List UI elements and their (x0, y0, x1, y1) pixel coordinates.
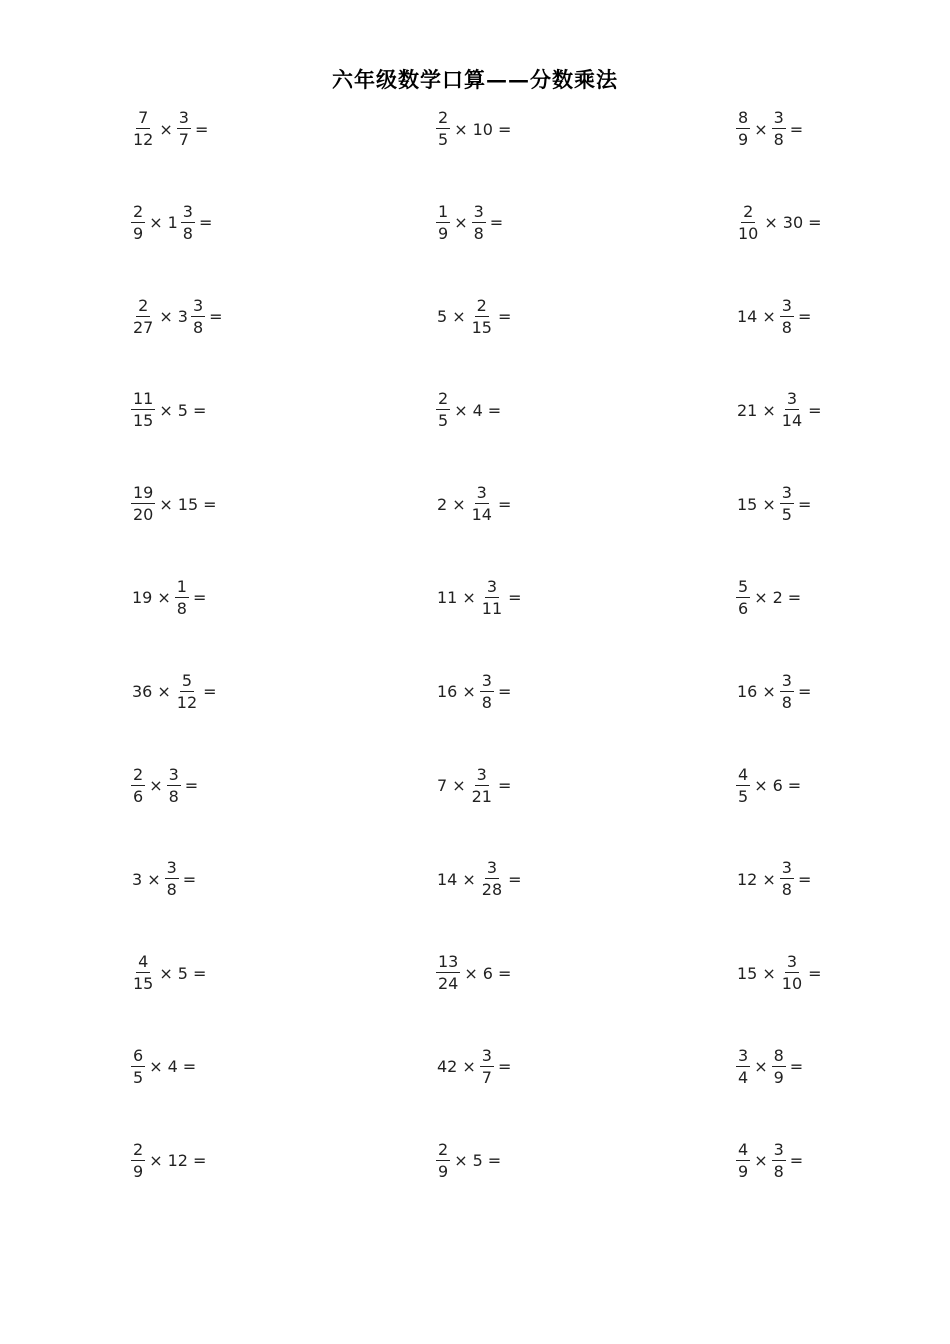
fraction-denominator: 8 (473, 223, 484, 243)
fraction-numerator: 2 (133, 764, 144, 784)
fraction-denominator: 8 (166, 880, 177, 900)
times-sign: × (454, 213, 468, 233)
fraction-denominator: 14 (471, 505, 492, 525)
equals-sign: = (789, 1151, 804, 1171)
fraction-numerator: 8 (773, 1045, 784, 1065)
times-sign: × (159, 119, 173, 139)
fraction (736, 201, 760, 243)
fraction-numerator: 2 (438, 108, 449, 127)
times-sign: × (462, 588, 476, 608)
whole-number: 16 (737, 682, 758, 702)
whole-number: 10 (472, 119, 493, 139)
fraction (780, 670, 794, 712)
problem-row (0, 946, 950, 1040)
fraction-denominator: 7 (178, 130, 189, 149)
multiplication-problem (735, 290, 814, 344)
fraction-numerator: 3 (786, 389, 798, 409)
fraction (480, 670, 494, 712)
multiplication-problem (130, 665, 220, 719)
fraction (772, 1045, 786, 1087)
fraction-denominator: 8 (773, 130, 784, 149)
whole-number: 14 (437, 869, 458, 889)
fraction-denominator: 9 (773, 1067, 784, 1087)
multiplication-problem (435, 477, 514, 531)
multiplication-problem (735, 196, 825, 250)
fraction (780, 485, 794, 523)
equals-sign: = (508, 588, 522, 608)
multiplication-problem (130, 477, 220, 531)
fraction (780, 860, 794, 898)
equals-sign: = (497, 494, 512, 514)
multiplication-problem (130, 852, 199, 906)
fraction (480, 576, 504, 618)
problem-grid (0, 102, 950, 1228)
fraction (780, 954, 804, 992)
equals-sign: = (808, 963, 822, 983)
fraction-numerator: 3 (786, 952, 798, 972)
whole-number: 36 (132, 682, 153, 702)
equals-sign: = (797, 682, 812, 702)
equals-sign: = (198, 213, 213, 233)
fraction (131, 201, 145, 243)
fraction (177, 110, 191, 148)
mixed-whole-part: 3 (177, 307, 188, 327)
times-sign: × (762, 963, 776, 983)
equals-sign: = (194, 119, 209, 139)
times-sign: × (754, 119, 768, 139)
equals-sign: = (787, 588, 802, 608)
fraction (470, 295, 494, 337)
multiplication-problem (130, 1134, 209, 1188)
fraction-denominator: 8 (781, 692, 792, 712)
fraction (736, 764, 750, 806)
fraction-numerator: 4 (738, 764, 749, 784)
multiplication-problem (130, 759, 201, 813)
fraction-numerator: 19 (133, 483, 154, 503)
multiplication-problem (130, 102, 211, 156)
fraction-numerator: 4 (138, 952, 149, 972)
whole-number: 5 (437, 307, 448, 327)
fraction-numerator: 3 (192, 295, 204, 315)
problem-row (0, 383, 950, 477)
worksheet-title: 六年级数学口算——分数乘法 (332, 67, 618, 92)
fraction-denominator: 15 (471, 317, 492, 337)
fraction (470, 485, 494, 523)
whole-number: 2 (437, 494, 448, 514)
fraction-numerator: 2 (438, 1139, 449, 1159)
fraction-numerator: 11 (133, 389, 154, 409)
equals-sign: = (182, 869, 197, 889)
equals-sign: = (184, 776, 199, 796)
equals-sign: = (797, 307, 812, 327)
times-sign: × (149, 213, 163, 233)
whole-number: 12 (167, 1151, 188, 1171)
fraction-numerator: 5 (738, 576, 749, 596)
fraction-numerator: 2 (133, 201, 144, 221)
equals-sign: = (789, 119, 804, 139)
whole-number: 14 (737, 307, 758, 327)
fraction-denominator: 8 (182, 223, 193, 243)
fraction-numerator: 3 (473, 201, 484, 221)
equals-sign: = (797, 494, 812, 514)
fraction-denominator: 21 (471, 786, 492, 806)
multiplication-problem (435, 1134, 504, 1188)
whole-number: 12 (737, 869, 758, 889)
whole-number: 30 (782, 213, 804, 233)
fraction-denominator: 10 (781, 974, 803, 994)
fraction-numerator: 2 (438, 389, 449, 409)
fraction-denominator: 5 (133, 1067, 144, 1087)
equals-sign: = (192, 1151, 207, 1171)
fraction-denominator: 10 (738, 223, 759, 243)
fraction (131, 485, 155, 523)
fraction-denominator: 9 (738, 1161, 749, 1181)
fraction-denominator: 12 (176, 692, 198, 712)
fraction (167, 764, 181, 806)
multiplication-problem (735, 383, 825, 437)
fraction-denominator: 8 (781, 880, 792, 900)
fraction-denominator: 6 (738, 598, 749, 618)
multiplication-problem (735, 852, 814, 906)
mixed-whole-part: 1 (167, 213, 178, 233)
multiplication-problem (735, 571, 804, 625)
times-sign: × (452, 307, 466, 327)
fraction-numerator: 3 (476, 483, 487, 503)
fraction-numerator: 1 (438, 201, 449, 221)
times-sign: × (754, 776, 768, 796)
whole-number: 2 (772, 588, 783, 608)
whole-number: 11 (437, 588, 458, 608)
multiplication-problem (735, 665, 814, 719)
times-sign: × (149, 776, 163, 796)
times-sign: × (462, 1057, 476, 1077)
multiplication-problem (435, 665, 514, 719)
fraction-denominator: 9 (438, 1161, 449, 1181)
fraction-numerator: 2 (133, 1139, 144, 1159)
times-sign: × (754, 1057, 768, 1077)
fraction (131, 1139, 145, 1181)
fraction-denominator: 4 (738, 1067, 749, 1087)
fraction-denominator: 7 (481, 1067, 492, 1087)
fraction (131, 110, 155, 148)
fraction (736, 1139, 750, 1181)
fraction (436, 954, 460, 992)
fraction-denominator: 8 (781, 317, 792, 337)
multiplication-problem (735, 759, 804, 813)
multiplication-problem (130, 290, 226, 344)
fraction (736, 1045, 750, 1087)
whole-number: 4 (167, 1057, 178, 1077)
equals-sign: = (808, 213, 822, 233)
fraction-denominator: 11 (481, 598, 503, 618)
multiplication-problem (735, 102, 806, 156)
equals-sign: = (209, 307, 223, 327)
fraction-numerator: 3 (476, 764, 487, 784)
fraction-numerator: 7 (138, 108, 149, 127)
fraction (436, 201, 450, 243)
fraction (472, 201, 486, 243)
times-sign: × (159, 400, 173, 420)
fraction-denominator: 20 (133, 505, 154, 525)
multiplication-problem (435, 102, 514, 156)
equals-sign: = (203, 682, 217, 702)
equals-sign: = (497, 119, 512, 139)
fraction-numerator: 8 (738, 108, 749, 127)
multiplication-problem (130, 946, 209, 1000)
fraction-denominator: 28 (481, 880, 503, 900)
fraction-denominator: 9 (738, 130, 749, 149)
whole-number: 15 (737, 963, 758, 983)
whole-number: 6 (482, 963, 493, 983)
fraction-denominator: 5 (738, 786, 749, 806)
multiplication-problem (130, 571, 209, 625)
fraction-denominator: 27 (133, 317, 154, 337)
fraction-numerator: 3 (486, 858, 498, 878)
times-sign: × (454, 1151, 468, 1171)
times-sign: × (159, 963, 173, 983)
equals-sign: = (787, 776, 802, 796)
multiplication-problem (735, 946, 825, 1000)
fraction-denominator: 24 (438, 974, 459, 994)
whole-number: 5 (177, 400, 188, 420)
fraction (772, 110, 786, 148)
whole-number: 7 (437, 776, 448, 796)
problem-row (0, 477, 950, 571)
fraction-numerator: 3 (178, 108, 189, 127)
whole-number: 6 (772, 776, 783, 796)
fraction-denominator: 8 (168, 786, 179, 806)
fraction-denominator: 9 (133, 223, 144, 243)
fraction (736, 576, 750, 618)
fraction (780, 391, 804, 429)
fraction (131, 1045, 145, 1087)
fraction (175, 576, 189, 618)
whole-number: 16 (437, 682, 458, 702)
problem-row (0, 665, 950, 759)
fraction-denominator: 12 (133, 130, 154, 149)
fraction (181, 201, 195, 243)
fraction-denominator: 9 (133, 1161, 144, 1181)
multiplication-problem (130, 1040, 199, 1094)
fraction-numerator: 3 (781, 295, 792, 315)
fraction-numerator: 3 (182, 201, 193, 221)
fraction-numerator: 3 (738, 1045, 749, 1065)
problem-row (0, 1040, 950, 1134)
times-sign: × (454, 400, 468, 420)
fraction-numerator: 1 (176, 576, 187, 596)
times-sign: × (462, 682, 476, 702)
times-sign: × (762, 494, 776, 514)
fraction-denominator: 9 (438, 223, 449, 243)
times-sign: × (159, 494, 173, 514)
whole-number: 15 (177, 494, 199, 514)
times-sign: × (464, 963, 478, 983)
equals-sign: = (489, 213, 504, 233)
times-sign: × (452, 776, 466, 796)
multiplication-problem (435, 1040, 514, 1094)
equals-sign: = (497, 307, 512, 327)
fraction-numerator: 3 (168, 764, 179, 784)
multiplication-problem (735, 477, 814, 531)
multiplication-problem (435, 383, 504, 437)
fraction-denominator: 8 (481, 692, 492, 712)
fraction-numerator: 3 (773, 108, 784, 127)
equals-sign: = (203, 494, 217, 514)
fraction-numerator: 3 (781, 483, 792, 503)
whole-number: 5 (177, 963, 188, 983)
fraction-denominator: 5 (438, 130, 449, 149)
equals-sign: = (508, 869, 522, 889)
fraction (131, 764, 145, 806)
multiplication-problem (435, 759, 514, 813)
problem-row (0, 290, 950, 384)
fraction-denominator: 5 (781, 505, 792, 525)
fraction-denominator: 8 (773, 1161, 784, 1181)
fraction (470, 764, 494, 806)
multiplication-problem (435, 571, 525, 625)
equals-sign: = (487, 1151, 502, 1171)
fraction-denominator: 15 (133, 411, 154, 431)
times-sign: × (149, 1057, 163, 1077)
fraction-numerator: 3 (481, 1045, 492, 1065)
equals-sign: = (789, 1057, 804, 1077)
multiplication-problem (435, 946, 514, 1000)
fraction-denominator: 14 (781, 411, 803, 431)
multiplication-problem (735, 1040, 806, 1094)
equals-sign: = (808, 400, 822, 420)
fraction-numerator: 3 (486, 576, 498, 596)
fraction-denominator: 6 (133, 786, 144, 806)
times-sign: × (157, 588, 171, 608)
multiplication-problem (435, 290, 514, 344)
whole-number: 19 (132, 588, 153, 608)
whole-number: 5 (472, 1151, 483, 1171)
times-sign: × (462, 869, 476, 889)
times-sign: × (762, 400, 776, 420)
problem-row (0, 196, 950, 290)
fraction (436, 391, 450, 429)
fraction-denominator: 15 (133, 974, 154, 994)
fraction (780, 295, 794, 337)
fraction-denominator: 8 (192, 317, 204, 337)
problem-row (0, 1134, 950, 1228)
times-sign: × (762, 682, 776, 702)
times-sign: × (149, 1151, 163, 1171)
times-sign: × (454, 119, 468, 139)
equals-sign: = (487, 400, 502, 420)
whole-number: 15 (737, 494, 758, 514)
multiplication-problem (435, 196, 506, 250)
equals-sign: = (192, 963, 207, 983)
times-sign: × (159, 307, 173, 327)
equals-sign: = (192, 588, 207, 608)
times-sign: × (754, 588, 768, 608)
fraction (191, 295, 205, 337)
multiplication-problem (130, 196, 215, 250)
fraction-numerator: 2 (743, 201, 754, 221)
fraction (131, 391, 155, 429)
problem-row (0, 852, 950, 946)
times-sign: × (157, 682, 171, 702)
multiplication-problem (735, 1134, 806, 1188)
fraction-denominator: 8 (176, 598, 187, 618)
fraction-numerator: 5 (181, 670, 193, 690)
multiplication-problem (130, 383, 209, 437)
fraction-numerator: 6 (133, 1045, 144, 1065)
fraction (772, 1139, 786, 1181)
fraction (736, 110, 750, 148)
fraction (480, 1045, 494, 1087)
fraction-numerator: 4 (738, 1139, 749, 1159)
fraction-numerator: 3 (773, 1139, 784, 1159)
fraction (175, 670, 199, 712)
times-sign: × (762, 307, 776, 327)
times-sign: × (762, 869, 776, 889)
fraction (436, 1139, 450, 1181)
times-sign: × (147, 869, 161, 889)
times-sign: × (452, 494, 466, 514)
equals-sign: = (497, 963, 512, 983)
fraction-numerator: 3 (781, 670, 792, 690)
fraction (131, 954, 155, 992)
problem-row (0, 759, 950, 853)
equals-sign: = (497, 776, 512, 796)
fraction (480, 860, 504, 898)
whole-number: 4 (472, 400, 483, 420)
fraction-denominator: 5 (438, 411, 449, 431)
problem-row (0, 102, 950, 196)
problem-row (0, 571, 950, 665)
equals-sign: = (182, 1057, 197, 1077)
fraction-numerator: 13 (438, 952, 459, 972)
equals-sign: = (497, 682, 512, 702)
fraction (436, 110, 450, 148)
whole-number: 3 (132, 869, 143, 889)
whole-number: 42 (437, 1057, 458, 1077)
fraction-numerator: 3 (166, 858, 177, 878)
fraction-numerator: 2 (138, 295, 149, 315)
fraction (131, 295, 155, 337)
equals-sign: = (797, 869, 812, 889)
fraction (165, 860, 179, 898)
times-sign: × (764, 213, 778, 233)
multiplication-problem (435, 852, 525, 906)
equals-sign: = (497, 1057, 512, 1077)
times-sign: × (754, 1151, 768, 1171)
fraction-numerator: 2 (476, 295, 487, 315)
whole-number: 21 (737, 400, 758, 420)
equals-sign: = (192, 400, 207, 420)
fraction-numerator: 3 (481, 670, 492, 690)
fraction-numerator: 3 (781, 858, 792, 878)
